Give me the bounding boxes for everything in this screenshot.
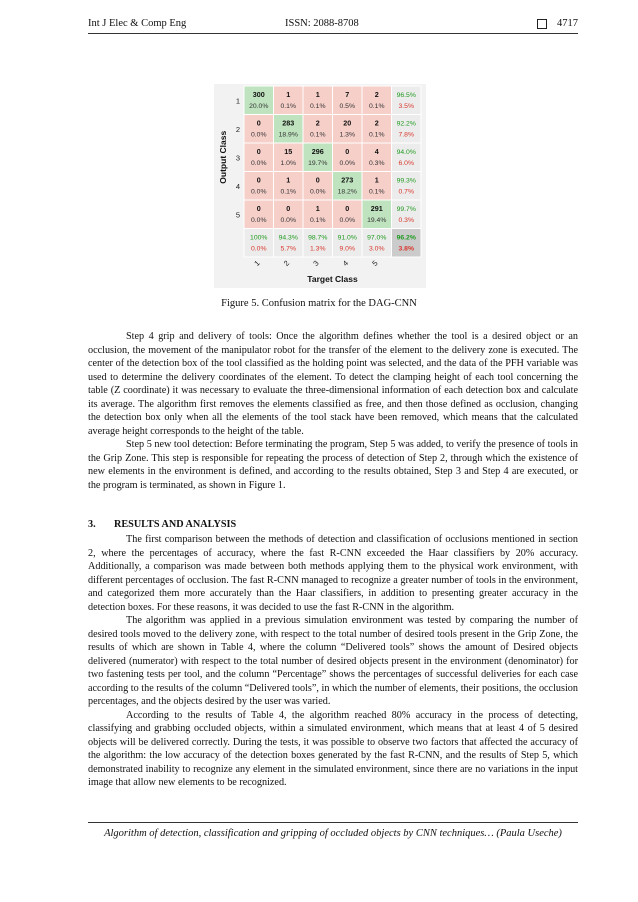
cell-error-rate: 0.7%	[398, 188, 414, 196]
body-block-1	[88, 330, 578, 492]
cell-count: 0	[286, 204, 291, 213]
cell-count: 0	[345, 147, 350, 156]
cell-correct-rate: 97.0%	[367, 234, 387, 242]
cell-percent: 0.0%	[251, 160, 267, 167]
cell-error-rate: 3.8%	[398, 245, 414, 253]
cell-correct-rate: 99.3%	[396, 177, 416, 185]
cell-percent: 0.1%	[369, 131, 385, 139]
cell-percent: 1.0%	[280, 160, 296, 167]
journal-name: Int J Elec & Comp Eng	[88, 18, 187, 29]
matrix-cell-r5-c6	[392, 200, 422, 229]
cell-count: 15	[284, 147, 293, 156]
cell-correct-rate: 94.3%	[278, 234, 298, 242]
cell-error-rate: 3.0%	[369, 245, 385, 253]
cell-count: 1	[286, 90, 291, 99]
header-rule	[88, 33, 578, 34]
section-number: 3.	[88, 519, 96, 530]
cell-percent: 0.1%	[369, 103, 385, 110]
cell-count: 2	[315, 118, 320, 128]
cell-percent: 19.7%	[308, 160, 328, 167]
cell-error-rate: 7.8%	[398, 131, 414, 139]
x-axis-label: Target Class	[307, 274, 358, 284]
checkbox-square-icon	[537, 19, 547, 29]
cell-count: 291	[370, 204, 383, 213]
cell-error-rate: 6.0%	[398, 160, 414, 167]
paragraph-step4: Step 4 grip and delivery of tools: Once the algorithm defines whether the tool is a desired object or an occlusion, the movement of the manipulator robot for the transfer of the element to the delivery zone is executed. The center of the detection box of the tool classified as the holding point was selected, and the data of the PFH variable was used to determine the delivery coordinates of the element. To detect the clamping height of each tool concerning the table (Z coordinate) it was necessary to evaluate the three-dimensional information of each detection box and calculate its average. The algorithm first removes the elements classified as free, and then those defined as occlusion, changing the detection box only when all the elements of the tool stack have been removed, which means that the calculated average height corresponds to the height of the table.	[88, 331, 578, 437]
cell-error-rate: 1.3%	[310, 245, 326, 253]
page-number: 4717	[557, 18, 578, 29]
cell-count: 2	[374, 118, 379, 128]
cell-correct-rate: 94.0%	[396, 149, 416, 156]
x-tick-label: 5	[370, 258, 380, 268]
cell-count: 20	[343, 118, 352, 128]
y-tick-label: 2	[235, 124, 241, 134]
matrix-cell-r6-c4	[333, 229, 363, 258]
cell-count: 1	[374, 175, 379, 185]
footer-text: Algorithm of detection, classification and gripping of occluded objects by CNN techniques… (Paula Useche)	[104, 828, 562, 839]
cell-error-rate: 3.5%	[398, 103, 414, 110]
cell-count: 1	[286, 175, 291, 185]
cell-count: 0	[256, 175, 261, 185]
paragraph-comparison: The first comparison between the methods of detection and classification of occlusions mentioned in section 2, where the percentages of accuracy, where the fast R-CNN exceeded the Haar classifiers by 20% accuracy. Additionally, a comparison was made between both methods applying them to the physical work environment, with different percentages of occlusion. The fast R-CNN managed to recognize a greater number of tools in the environment, and categorized them more accurately than the Haar classifiers, in addition to presenting greater accuracy in the detection boxes. For these reasons, it was decided to use the fast R-CNN in the algorithm.	[88, 534, 578, 613]
paragraph-step5: Step 5 new tool detection: Before terminating the program, Step 5 was added, to verify the presence of tools in the Grip Zone. This step is responsible for repeating the process of detection of Step 2, through which the existence of new elements in the environment is defined, and according to the results obtained, Step 3 and Step 4 are executed, or the program is terminated, as shown in Figure 1.	[88, 439, 578, 491]
section-heading	[88, 519, 236, 530]
cell-percent: 0.0%	[251, 217, 267, 224]
cell-count: 2	[374, 90, 379, 99]
cell-count: 0	[345, 204, 350, 213]
cell-percent: 0.0%	[280, 217, 296, 224]
cell-error-rate: 0.0%	[251, 245, 267, 253]
cell-percent: 18.2%	[337, 188, 357, 196]
cell-percent: 0.0%	[251, 188, 267, 196]
matrix-cell-r6-c6	[392, 229, 422, 258]
cell-percent: 0.0%	[339, 217, 355, 224]
cell-percent: 0.1%	[369, 188, 385, 196]
y-tick-label: 4	[235, 181, 241, 191]
confusion-matrix-chart	[214, 84, 426, 288]
matrix-cell-r6-c1	[244, 229, 274, 258]
matrix-cell-r6-c2	[274, 229, 304, 258]
cell-percent: 18.9%	[278, 131, 298, 139]
cell-percent: 1.3%	[339, 131, 355, 139]
cell-count: 7	[345, 90, 350, 99]
x-tick-label: 4	[340, 258, 351, 268]
paragraph-simulation: The algorithm was applied in a previous simulation environment was tested by comparing the number of desired tools moved to the delivery zone, with respect to the total number of desired tools present in the Grip Zone, the results of which are shown in Table 4, where the column “Delivered tools” shows the amount of Desired objects delivered (numerator) with respect to the total number of desired objects present in the environment (denominator) for two fastening tests per tool, and the column “Percentage” shows the percentages of successful deliveries for each case according to the results of the column “Delivered tools”, in which the number of elements, their positions, the occlusion percentages, and the objects desired by the user was varied.	[88, 615, 578, 707]
cell-correct-rate: 99.7%	[396, 206, 416, 213]
matrix-cell-r6-c3	[303, 229, 333, 258]
y-tick-label: 5	[235, 210, 241, 220]
x-tick-label: 3	[311, 258, 321, 268]
cell-error-rate: 0.3%	[398, 217, 414, 224]
cell-correct-rate: 96.5%	[396, 92, 416, 99]
body-block-2	[88, 533, 578, 790]
x-tick-label: 1	[252, 258, 262, 268]
cell-correct-rate: 98.7%	[308, 234, 328, 242]
matrix-cell-r1-c6	[392, 86, 422, 115]
cell-percent: 0.1%	[310, 217, 326, 224]
footer-rule	[88, 822, 578, 823]
cell-count: 283	[282, 118, 295, 128]
matrix-cell-r2-c6	[392, 115, 422, 144]
y-tick-label: 3	[235, 153, 241, 163]
cell-correct-rate: 96.2%	[396, 234, 416, 242]
cell-count: 0	[256, 118, 261, 128]
cell-count: 1	[315, 90, 320, 99]
cell-percent: 0.0%	[339, 160, 355, 167]
x-tick-label: 2	[281, 258, 292, 268]
cell-count: 273	[341, 175, 354, 185]
y-axis-label: Output Class	[218, 130, 228, 184]
cell-percent: 0.1%	[310, 103, 326, 110]
cell-percent: 20.0%	[249, 103, 269, 110]
cell-percent: 0.0%	[251, 131, 267, 139]
cell-correct-rate: 91.0%	[337, 234, 357, 242]
cell-percent: 0.5%	[339, 103, 355, 110]
cell-percent: 0.3%	[369, 160, 385, 167]
cell-count: 296	[311, 147, 324, 156]
section-title: RESULTS AND ANALYSIS	[114, 519, 237, 530]
cell-error-rate: 9.0%	[339, 245, 355, 253]
page-number-group	[537, 18, 578, 29]
matrix-cell-r4-c6	[392, 172, 422, 201]
cell-count: 4	[374, 147, 379, 156]
cell-percent: 0.1%	[310, 131, 326, 139]
issn: ISSN: 2088-8708	[285, 18, 359, 29]
cell-count: 0	[256, 204, 261, 213]
cell-count: 300	[252, 90, 265, 99]
cell-percent: 19.4%	[367, 217, 387, 224]
figure-caption: Figure 5. Confusion matrix for the DAG-CNN	[221, 298, 417, 309]
cell-percent: 0.1%	[280, 188, 296, 196]
matrix-cell-r3-c6	[392, 143, 422, 172]
cell-count: 0	[315, 175, 320, 185]
cell-count: 1	[315, 204, 320, 213]
cell-correct-rate: 92.2%	[396, 120, 416, 128]
matrix-cell-r6-c5	[362, 229, 392, 258]
cell-percent: 0.1%	[280, 103, 296, 110]
cell-percent: 0.0%	[310, 188, 326, 196]
y-tick-label: 1	[235, 96, 241, 106]
cell-count: 0	[256, 147, 261, 156]
paragraph-results: According to the results of Table 4, the algorithm reached 80% accuracy in the process of detecting, classifying and grabbing occluded objects, within a simulated environment, which means that at least 4 of 5 desired objects will be delivered correctly. During the tests, it was possible to observe two factors that affected the accuracy of the algorithm: the low accuracy of the detection boxes generated by the fast R-CNN, and the results of Step 5, which demonstrated inability to recognize any element in the simulated environment, since there are no variations in the input image that allow new elements to be recognized.	[88, 709, 578, 788]
cell-error-rate: 5.7%	[280, 245, 296, 253]
cell-correct-rate: 100%	[250, 234, 268, 242]
